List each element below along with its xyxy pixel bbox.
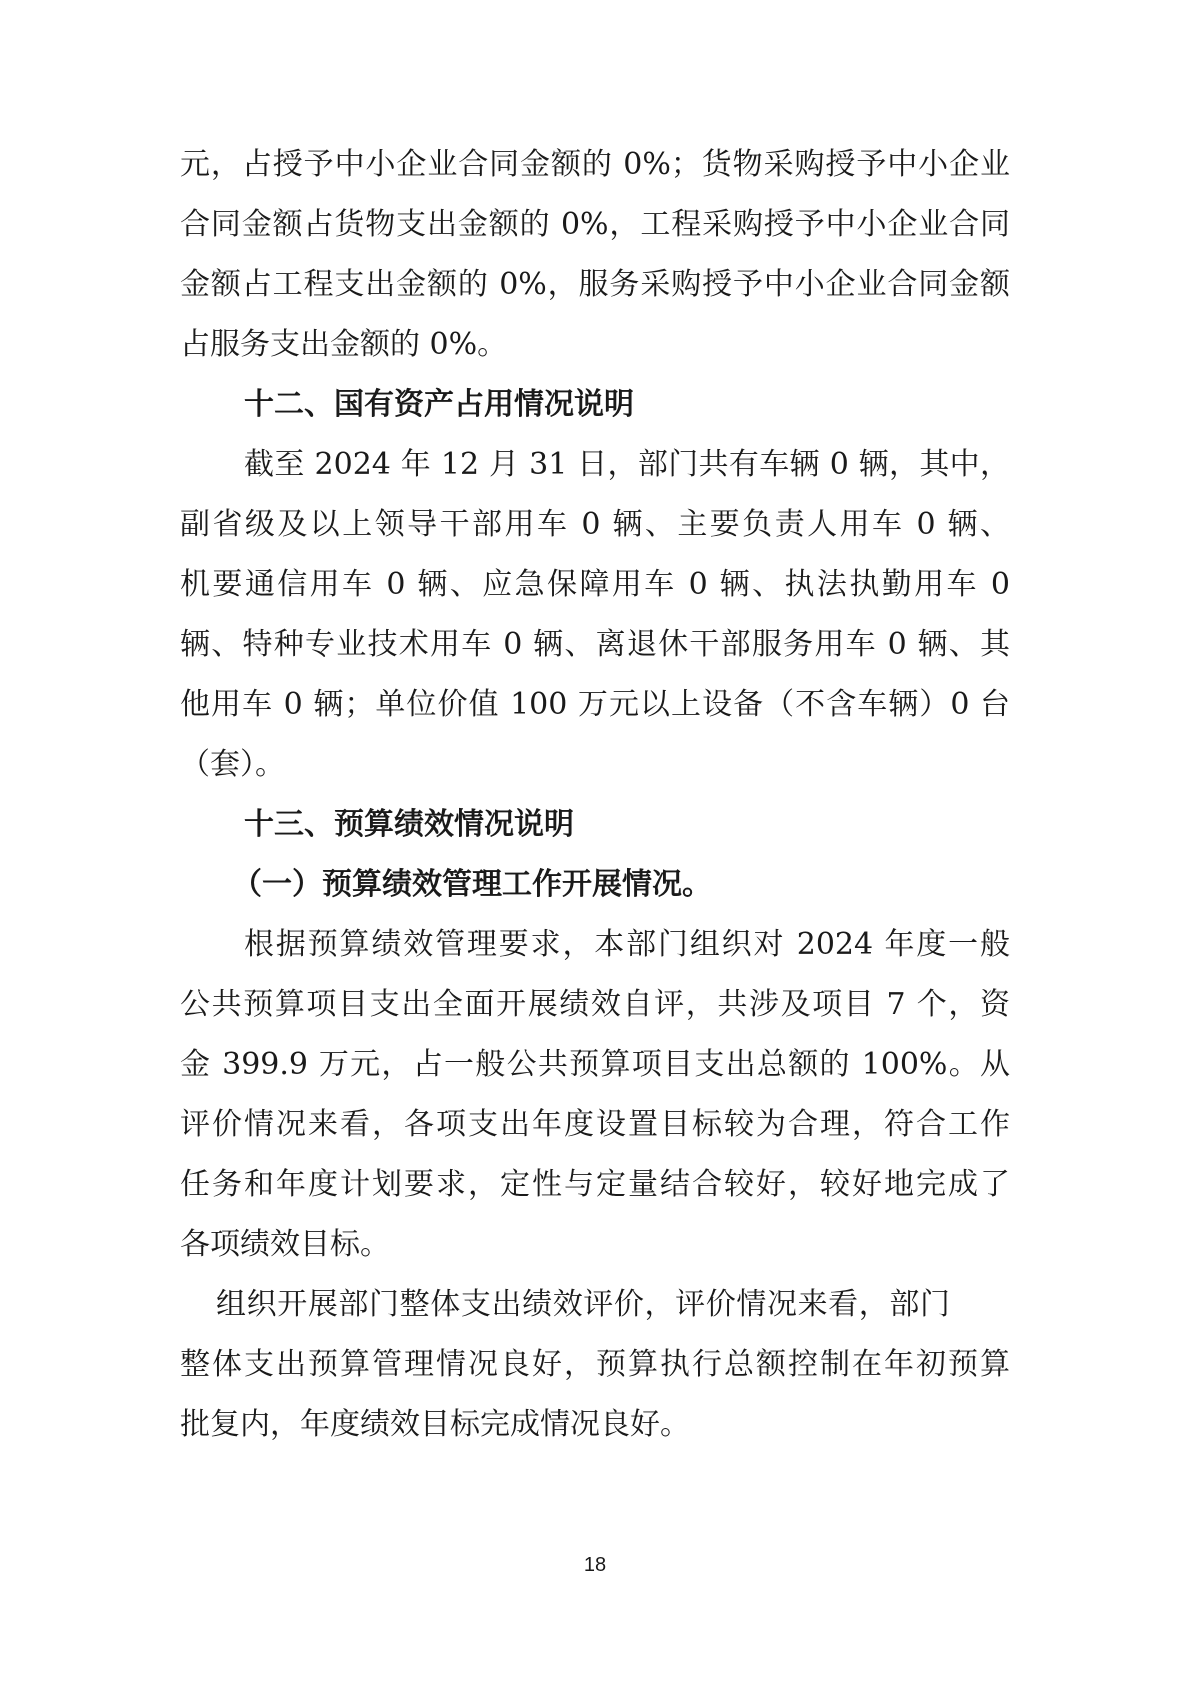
text-line: 金额占工程支出金额的 0%，服务采购授予中小企业合同金额	[180, 267, 1010, 302]
text-line: 评价情况来看，各项支出年度设置目标较为合理，符合工作	[180, 1107, 1010, 1142]
page-number: 18	[583, 1554, 607, 1576]
text-line: 组织开展部门整体支出绩效评价，评价情况来看，部门	[216, 1287, 950, 1322]
text-line: 占服务支出金额的 0%。	[180, 327, 508, 362]
text-line: 机要通信用车 0 辆、应急保障用车 0 辆、执法执勤用车 0	[180, 567, 1010, 602]
text-line: 各项绩效目标。	[180, 1227, 390, 1262]
subsection-heading: （一）预算绩效管理工作开展情况。	[232, 867, 712, 902]
text-line: 截至 2024 年 12 月 31 日，部门共有车辆 0 辆，其中，	[244, 447, 1010, 482]
text-line: 公共预算项目支出全面开展绩效自评，共涉及项目 7 个，资	[180, 987, 1010, 1022]
text-line: 整体支出预算管理情况良好，预算执行总额控制在年初预算	[180, 1347, 1010, 1382]
text-line: 任务和年度计划要求，定性与定量结合较好，较好地完成了	[180, 1167, 1010, 1202]
text-line: 他用车 0 辆；单位价值 100 万元以上设备（不含车辆）0 台	[180, 687, 1010, 722]
text-line: （套）。	[180, 747, 285, 782]
text-line: 元，占授予中小企业合同金额的 0%；货物采购授予中小企业	[180, 147, 1010, 182]
text-line: 根据预算绩效管理要求，本部门组织对 2024 年度一般	[244, 927, 1010, 962]
text-line: 辆、特种专业技术用车 0 辆、离退休干部服务用车 0 辆、其	[180, 627, 1010, 662]
text-line: 合同金额占货物支出金额的 0%，工程采购授予中小企业合同	[180, 207, 1010, 242]
text-line: 金 399.9 万元，占一般公共预算项目支出总额的 100%。从	[180, 1047, 1010, 1082]
section-heading-assets: 十二、国有资产占用情况说明	[244, 387, 634, 422]
section-heading-performance: 十三、预算绩效情况说明	[244, 807, 574, 842]
text-line: 副省级及以上领导干部用车 0 辆、主要负责人用车 0 辆、	[180, 507, 1010, 542]
text-line: 批复内，年度绩效目标完成情况良好。	[180, 1407, 690, 1442]
